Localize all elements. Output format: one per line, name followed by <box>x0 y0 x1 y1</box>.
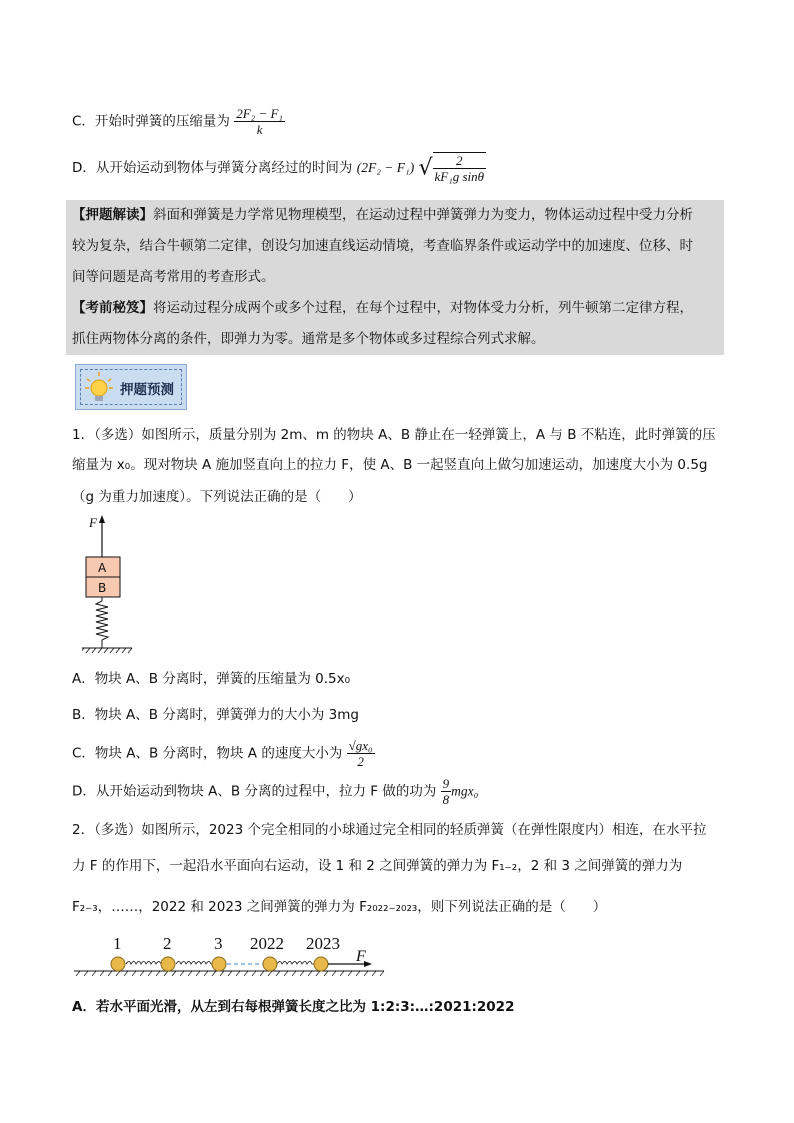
option-c-text: C．开始时弹簧的压缩量为 <box>72 113 230 130</box>
q1-option-b: B．物块 A、B 分离时，弹簧弹力的大小为 3mg <box>72 707 359 723</box>
ball-2023 <box>314 957 328 971</box>
q1-option-a: A．物块 A、B 分离时，弹簧的压缩量为 0.5x₀ <box>72 671 350 687</box>
option-d-fraction: $\frac{2}{\text{kF₁g sinθ}}$ <box>434 153 485 184</box>
badge-title: 押题预测 <box>120 382 174 398</box>
q1-line-1: 1．（多选）如图所示，质量分别为 2m、m 的物块 A、B 静止在一轻弹簧上，A 与 B 不粘连，此时弹簧的压 <box>72 427 716 443</box>
option-d-text: D．从开始运动到物体与弹簧分离经过的时间为 <box>72 160 353 176</box>
sqrt-symbol: √ <box>418 155 433 181</box>
analysis-box: 【押题解读】斜面和弹簧是力学常见物理模型，在运动过程中弹簧弹力为变力，物体运动过程中受力分析 较为复杂，结合牛顿第二定律，创设匀加速直线运动情境，考查临界条件或运动学中的加速度、位移、时 间等问题是高考常用的考查形式。 【考前秘笈】将运动过程分成两个或多个过程，在每个过程中，对物体受力分析，列牛顿第二定律方程， 抓住两物体分离的条件，即弹力为零。通常是多个物体或多过程综合列式求解。 <box>66 200 724 355</box>
q1-line-2: 缩量为 x₀。现对物块 A 施加竖直向上的拉力 F，使 A、B 一起竖直向上做匀加速运动，加速度大小为 0.5g <box>72 457 708 473</box>
ball-label-2: 2 <box>163 934 172 953</box>
ground-hatch <box>82 648 132 653</box>
q1-figure <box>82 510 182 660</box>
vertical-spring <box>96 597 108 648</box>
ball-label-2023: 2023 <box>306 934 340 953</box>
spring-1-2 <box>126 962 164 965</box>
option-c-fraction: $\frac{\text{2F₂ − F₁}}{k}$ <box>236 106 283 137</box>
force-arrowhead <box>99 515 105 523</box>
q2-line-3: F₂₋₃，……，2022 和 2023 之间弹簧的弹力为 F₂₀₂₂₋₂₀₂₃，则下列说法正确的是（ ） <box>72 899 607 915</box>
q2-line-1: 2．（多选）如图所示，2023 个完全相同的小球通过完全相同的轻质弹簧（在弹性限度内）相连，在水平拉 <box>72 822 707 838</box>
ground-hatch <box>76 971 384 976</box>
q1-block-b-label: B <box>98 581 107 595</box>
q1-option-c-fraction: $\frac{\text{√gx₀}}{2}$ <box>348 738 373 769</box>
ball-1 <box>111 957 125 971</box>
q2-option-a: A．若水平面光滑，从左到右每根弹簧长度之比为 1:2:3:…:2021:2022 <box>72 999 515 1015</box>
q2-force-label: F <box>356 948 366 965</box>
ball-2022 <box>263 957 277 971</box>
q1-block-a-label: A <box>98 561 107 575</box>
spring-2022-2023 <box>277 962 315 965</box>
spring-2-3 <box>176 962 214 965</box>
q2-line-2: 力 F 的作用下，一起沿水平面向右运动，设 1 和 2 之间弹簧的弹力为 F₁₋₂，2 和 3 之间弹簧的弹力为 <box>72 858 683 874</box>
q1-option-d-fraction: $\frac{9}{8}$ <box>442 776 450 807</box>
option-d-factor: (2F₂ − F₁) <box>356 160 415 175</box>
lightbulb-icon <box>84 371 114 405</box>
q1-option-d: D．从开始运动到物块 A、B 分离的过程中，拉力 F 做的功为 $\frac{9}{8}$ mgx₀ <box>72 776 479 807</box>
option-d <box>72 152 486 184</box>
ball-2 <box>161 957 175 971</box>
ball-label-1: 1 <box>113 934 122 953</box>
section-badge <box>75 364 187 410</box>
option-c <box>72 106 285 137</box>
ball-label-3: 3 <box>214 934 223 953</box>
analysis-label-1: 【押题解读】 <box>72 207 153 223</box>
ball-3 <box>212 957 226 971</box>
ball-label-2022: 2022 <box>250 934 284 953</box>
q1-option-c: C．物块 A、B 分离时，物块 A 的速度大小为 $\frac{\text{√gx₀}}{2}$ <box>72 738 373 769</box>
q1-line-3: （g 为重力加速度）。下列说法正确的是（ ） <box>72 489 362 505</box>
q1-force-label: F <box>89 515 97 530</box>
analysis-label-2: 【考前秘笈】 <box>72 300 153 316</box>
